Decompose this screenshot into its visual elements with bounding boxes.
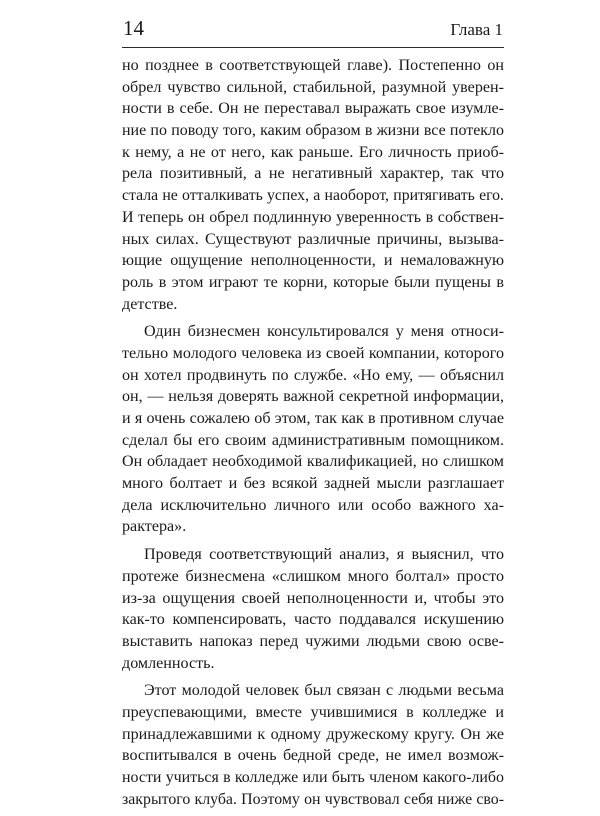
text-line: много болтает и без всякой задней мысли разглашает — [122, 475, 504, 493]
text-line: закрытого клуба. Поэтому он чувствовал себя ниже сво- — [122, 790, 504, 808]
text-line: обрел чувство сильной, стабильной, разумной уверен- — [122, 78, 504, 96]
text-line: к нему, а не от него, как раньше. Его личность приоб- — [122, 143, 504, 161]
text-line: воспитывался в очень бедной среде, не имел возмож- — [122, 747, 504, 765]
text-line: домленность. — [122, 654, 215, 672]
body-text — [122, 55, 504, 816]
text-line: рела позитивный, а не негативный характер, так что — [122, 165, 504, 183]
paragraph — [122, 544, 504, 674]
text-line: дела исключительно личного или особо важного ха- — [122, 496, 504, 514]
text-line: он хотел продвинуть по службе. «Но ему, — объяснил — [122, 366, 504, 384]
text-line: Один бизнесмен консультировался у меня относи- — [144, 323, 504, 341]
text-line: ности учиться в колледже или быть членом какого-либо — [122, 769, 504, 786]
text-line: Проведя соответствующий анализ, я выяснил, что — [144, 546, 504, 564]
text-line: рактера». — [122, 518, 187, 536]
text-line: но позднее в соответствующей главе). Постепенно он — [122, 57, 504, 74]
text-line: ющие ощущение неполноценности, и немаловажную — [122, 252, 504, 270]
text-line: он, — нельзя доверять важной секретной информации, — [122, 388, 504, 406]
header-rule — [122, 47, 504, 48]
text-line: стала не отталкивать успех, а наоборот, притягивать его. — [122, 187, 504, 205]
text-line: из-за ощущения своей неполноценности и, чтобы это — [122, 589, 504, 607]
text-line: тельно молодого человека из своей компании, которого — [122, 344, 504, 362]
paragraph — [122, 55, 504, 315]
text-line: ности в себе. Он не переставал выражать свое изумле- — [122, 100, 504, 118]
text-line: преуспевающими, вместе учившимися в колледже и — [122, 703, 504, 721]
paragraph — [122, 680, 504, 810]
chapter-title: Глава 1 — [450, 20, 503, 39]
text-line: ных силах. Существуют различные причины, вызыва- — [122, 230, 504, 248]
paragraph — [122, 321, 504, 538]
page-number: 14 — [123, 16, 144, 40]
text-line: И теперь он обрел подлинную уверенность в собствен- — [122, 208, 504, 226]
text-line: протеже бизнесмена «слишком много болтал» просто — [122, 567, 504, 585]
text-line: роль в этом играют те корни, которые были пущены в — [122, 273, 504, 291]
text-line: Он обладает необходимой квалификацией, но слишком — [122, 453, 504, 471]
text-line: сделал бы его своим административным помощником. — [122, 431, 504, 449]
text-line: Этот молодой человек был связан с людьми весьма — [144, 682, 504, 700]
text-line: как-то компенсировать, часто поддавался искушению — [122, 611, 504, 629]
text-line: принадлежавшими к одному дружескому кругу. Он же — [122, 725, 504, 743]
text-line: и я очень сожалею об этом, так как в противном случае — [122, 410, 504, 427]
text-line: ние по поводу того, каким образом в жизни все потекло — [122, 122, 504, 140]
text-line: детстве. — [122, 295, 178, 313]
text-line: выставить напоказ перед чужими людьми свою осве- — [122, 632, 504, 650]
running-header — [123, 14, 503, 46]
